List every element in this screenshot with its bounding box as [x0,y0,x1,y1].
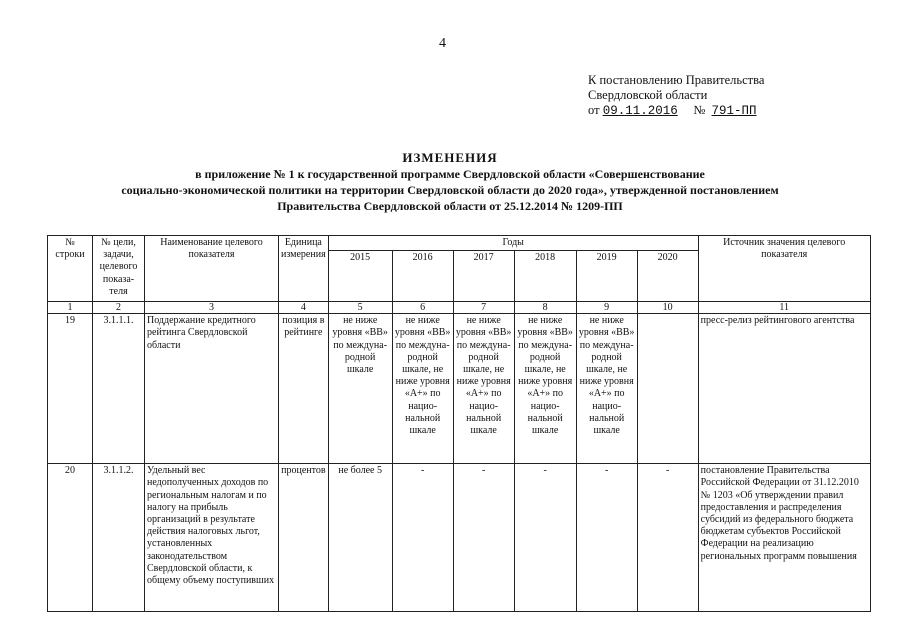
heading-title: ИЗМЕНЕНИЯ [402,150,498,165]
header-indicator: Наименование целевого показателя [145,236,279,302]
row-number: 20 [48,464,93,612]
header-year-2015: 2015 [328,251,392,302]
value-2015: не более 5 [328,464,392,612]
attachment-date-line [588,103,764,119]
indicator-name: Поддержание кредитного рейтинга Свердловской области [145,314,279,464]
header-year-2018: 2018 [514,251,576,302]
value-2020: - [637,464,698,612]
col-number: 7 [453,302,514,314]
unit-cell: позиция в рейтинге [279,314,329,464]
col-number: 3 [145,302,279,314]
goal-code: 3.1.1.2. [93,464,145,612]
document-heading [40,150,860,214]
goal-code: 3.1.1.1. [93,314,145,464]
col-number: 11 [698,302,870,314]
unit-cell: процентов [279,464,329,612]
indicator-name: Удельный вес недополученных доходов по региональным налогам и по налогу на прибыль организаций в результате действия налоговых льгот, установленных законодательством Свердловской области, к общему объему поступивших [145,464,279,612]
number-sign: № [693,103,706,117]
date-prefix: от [588,103,600,117]
header-year-2017: 2017 [453,251,514,302]
value-2020 [637,314,698,464]
col-number: 2 [93,302,145,314]
header-year-2020: 2020 [637,251,698,302]
value-2016: - [392,464,453,612]
decree-number: 791-ПП [711,104,757,118]
table-row [48,314,871,464]
col-number: 9 [576,302,637,314]
attachment-block [588,73,764,119]
attachment-line2: Свердловской области [588,88,708,102]
value-2015: не ниже уровня «ВВ» по междуна-родной шкале [328,314,392,464]
heading-line4: Правительства Свердловской области от 25.12.2014 № 1209-ПП [277,199,623,213]
decree-date: 09.11.2016 [602,104,678,118]
header-year-2016: 2016 [392,251,453,302]
header-years: Годы [328,236,698,251]
source-cell: пресс-релиз рейтингового агентства [698,314,870,464]
value-2017: - [453,464,514,612]
value-2018: - [514,464,576,612]
heading-line2: в приложение № 1 к государственной программе Свердловской области «Совершенствование [195,167,705,181]
attachment-line1: К постановлению Правительства [588,73,765,87]
header-year-2019: 2019 [576,251,637,302]
col-number: 5 [328,302,392,314]
header-goal-num: № цели, задачи, целевого показа-теля [93,236,145,302]
value-2017: не ниже уровня «ВВ» по междуна-родной шкале, не ниже уровня «А+» по нацио-нальной шкале [453,314,514,464]
page-number: 4 [439,36,446,51]
col-number: 10 [637,302,698,314]
value-2019: не ниже уровня «ВВ» по междуна-родной шкале, не ниже уровня «А+» по нацио-нальной шкале [576,314,637,464]
header-unit: Единица измерения [279,236,329,302]
col-number: 6 [392,302,453,314]
value-2019: - [576,464,637,612]
heading-line3: социально-экономической политики на территории Свердловской области до 2020 года», утвержденной постановлением [121,183,779,197]
row-number: 19 [48,314,93,464]
header-row-num: № строки [48,236,93,302]
source-cell: постановление Правительства Российской Федерации от 31.12.2010 № 1203 «Об утверждении правил предоставления и распределения субсидий из федерального бюджета бюджетам субъектов Российской Федерации на реализацию региональных программ повышения [698,464,870,612]
table-row [48,464,871,612]
col-number: 8 [514,302,576,314]
col-number: 4 [279,302,329,314]
value-2016: не ниже уровня «ВВ» по междуна-родной шкале, не ниже уровня «А+» по нацио-нальной шкале [392,314,453,464]
header-source: Источник значения целевого показателя [698,236,870,302]
indicators-table [47,235,871,612]
col-number: 1 [48,302,93,314]
column-number-row [48,302,871,314]
value-2018: не ниже уровня «ВВ» по междуна-родной шкале, не ниже уровня «А+» по нацио-нальной шкале [514,314,576,464]
